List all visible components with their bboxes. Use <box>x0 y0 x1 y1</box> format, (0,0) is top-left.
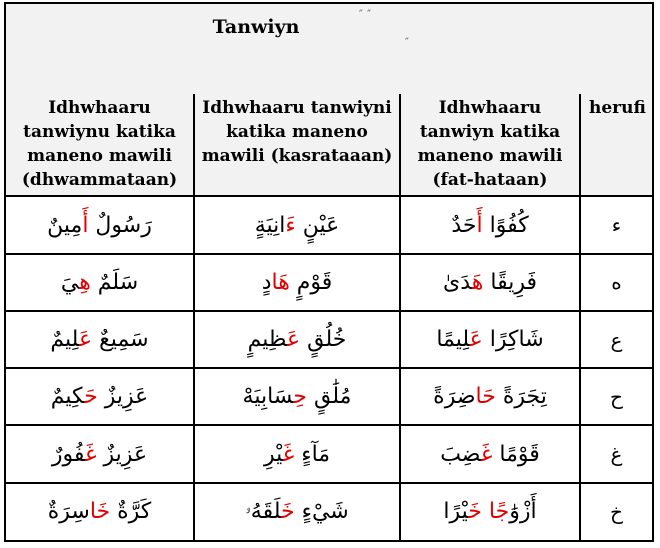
kasra-example: خُلُقٍ عَظِيمٍ <box>194 311 400 368</box>
kasra-example: قَوْمٍ هَادٍ <box>194 254 400 311</box>
dhwamma-example: كَرَّةٌ خَاسِرَةٌ <box>6 483 194 540</box>
letter-cell: ح <box>580 368 652 425</box>
fatha-example: تِجَرَةً حَاضِرَةً <box>400 368 580 425</box>
dhwamma-example: سَلَمٌ هِيَ <box>6 254 194 311</box>
kasra-example: مَآءٍ غَيْرِ <box>194 425 400 482</box>
letter-cell: ء <box>580 196 652 253</box>
letter-cell: غ <box>580 425 652 482</box>
title-row <box>6 4 652 96</box>
tanwiyn-table <box>4 2 654 542</box>
fatha-example: أَزْوَٰجًا خَيْرًا <box>400 483 580 540</box>
table-row <box>6 483 652 540</box>
table-row <box>6 196 652 253</box>
table-row <box>6 311 652 368</box>
fatha-example: شَاكِرًا عَلِيمًا <box>400 311 580 368</box>
letter-cell: ع <box>580 311 652 368</box>
table-row <box>6 254 652 311</box>
dhwamma-example: سَمِيعٌ عَلِيمٌ <box>6 311 194 368</box>
table-row <box>6 425 652 482</box>
rules-grid <box>6 94 652 540</box>
kasra-example: شَيْءٍ خَلَقَهُۥ <box>194 483 400 540</box>
fatha-example: قَوْمًا غَضِبَ <box>400 425 580 482</box>
fatha-example: فَرِيقًا هَدَىٰ <box>400 254 580 311</box>
fatha-example: كُفُوًا أَحَدٌ <box>400 196 580 253</box>
header-dhwammataan: Idhwhaaru tanwiynu katika maneno mawili (dhwammataan) <box>6 94 194 196</box>
header-kasrataaan: Idhwhaaru tanwiyni katika maneno mawili (kasrataaan) <box>194 94 400 196</box>
dhwamma-example: عَزِيزٌ غَفُورٌ <box>6 425 194 482</box>
letter-cell: ه <box>580 254 652 311</box>
kasra-example: عَيْنٍ ءَانِيَةٍ <box>194 196 400 253</box>
table-row <box>6 368 652 425</box>
table-title: Tanwiyn <box>212 16 300 38</box>
title-diacritic-marks: ˝ ˝ <box>358 10 372 21</box>
title-diacritic-mark: ˝ <box>404 38 409 49</box>
dhwamma-example: عَزِيزٌ حَكِيمٌ <box>6 368 194 425</box>
header-fat-hataan: Idhwhaaru tanwiyn katika maneno mawili (fat-hataan) <box>400 94 580 196</box>
header-row <box>6 94 652 196</box>
dhwamma-example: رَسُولٌ أَمِينٌ <box>6 196 194 253</box>
header-herufi: herufi <box>580 94 652 196</box>
kasra-example: مُلَٰقٍ حِسَابِيَهْ <box>194 368 400 425</box>
letter-cell: خ <box>580 483 652 540</box>
